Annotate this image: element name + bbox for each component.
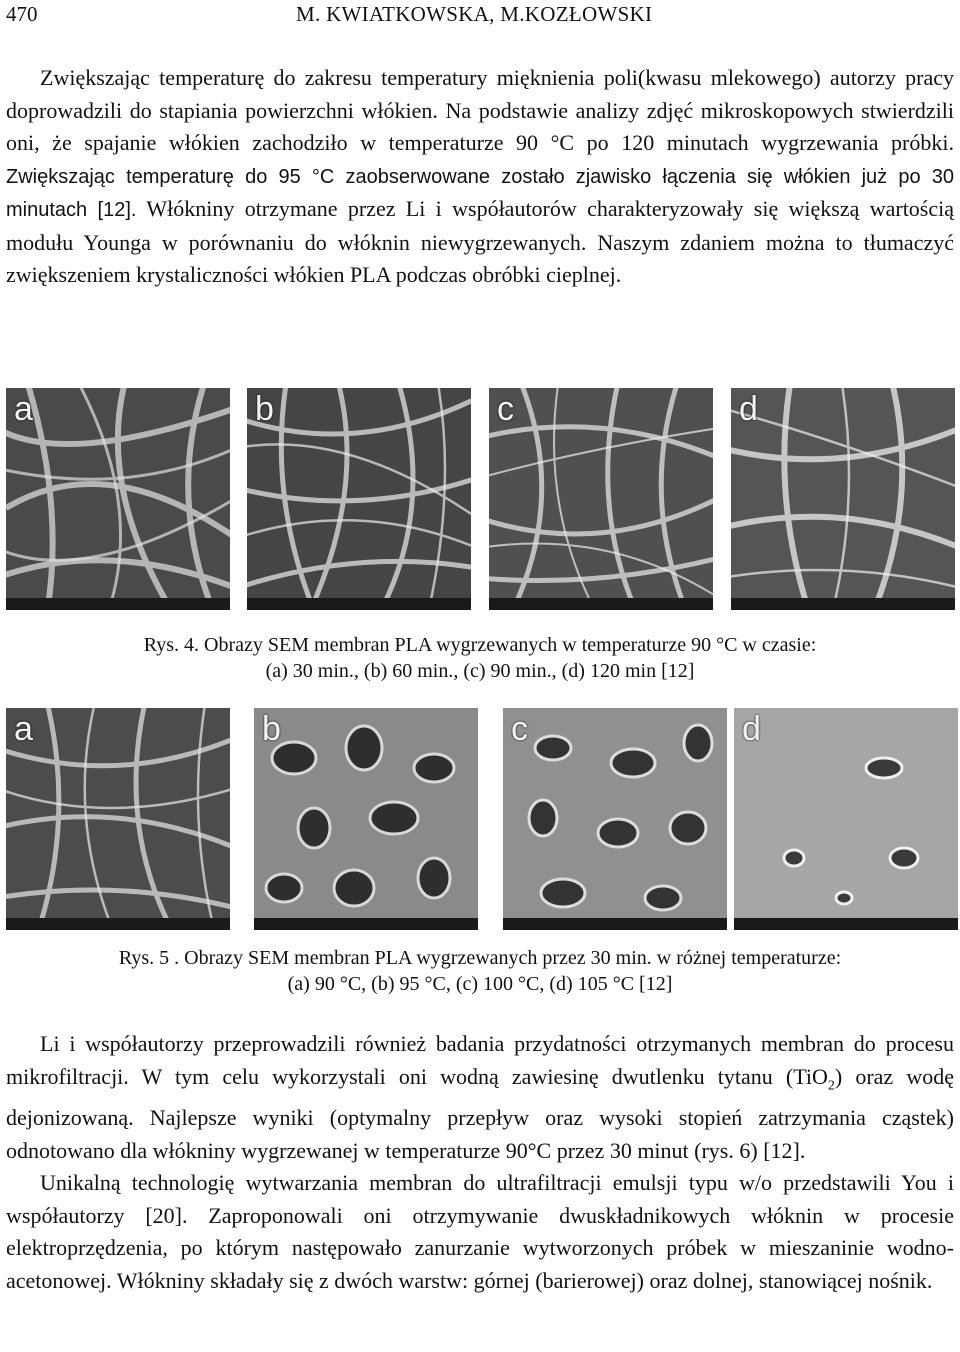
- sem-image-5c: [503, 708, 727, 930]
- sem-film-texture: [734, 708, 958, 930]
- sem-image-4d: [731, 388, 955, 610]
- sem-info-bar: [254, 918, 478, 930]
- panel-label: b: [262, 710, 281, 748]
- paragraph-1: [6, 62, 954, 292]
- sem-info-bar: [6, 598, 230, 610]
- sem-porous-texture: [503, 708, 727, 930]
- paragraph-2: [6, 1028, 954, 1297]
- paragraph-1-part1: Zwiększając temperaturę do zakresu temperatury mięknienia poli(kwasu mlekowego) autorzy pracy doprowadzili do stapiania powierzchni włókien. Na podstawie analizy zdjęć mikroskopowych stwierdzili oni, że spajanie włókien zachodziło w temperaturze 90 °C po 120 minutach wygrzewania próbki.: [6, 65, 954, 155]
- paragraph-2-after-sub: ) oraz wodę dejonizowaną. Najlepsze wyniki (optymalny przepływ oraz wysoki stopień zatrzymania cząstek) odnotowano dla włókniny wygrzewanej w temperaturze 90°C przez 30 minut (rys. 6) [12].: [6, 1063, 954, 1163]
- sem-info-bar: [247, 598, 471, 610]
- paragraph-3: Unikalną technologię wytwarzania membran do ultrafiltracji emulsji typu w/o przedstawili You i współautorzy [20]. Zaproponowali oni otrzymywanie dwuskładnikowych włóknin w procesie elektroprzędzenia, po którym następowało zanurzanie wytworzonych próbek w mieszaninie wodno-acetonowej. Włókniny składały się z dwóch warstw: górnej (barierowej) oraz dolnej, stanowiącej nośnik.: [6, 1170, 954, 1293]
- sem-fibers-texture: [731, 388, 955, 610]
- figure-4-caption: [0, 632, 960, 684]
- sem-fibers-texture: [6, 388, 230, 610]
- paragraph-2-subscript: 2: [827, 1077, 835, 1093]
- sem-info-bar: [6, 918, 230, 930]
- sem-fibers-texture: [489, 388, 713, 610]
- figure-4-caption-line1: Rys. 4. Obrazy SEM membran PLA wygrzewanych w temperaturze 90 °C w czasie:: [143, 634, 817, 656]
- figure-5-caption-line2: (a) 90 °C, (b) 95 °C, (c) 100 °C, (d) 105 °C [12]: [287, 973, 673, 995]
- panel-label: a: [14, 710, 33, 748]
- sem-image-5a: [6, 708, 230, 930]
- sem-info-bar: [503, 918, 727, 930]
- page-header: [6, 0, 954, 28]
- sem-image-5d: [734, 708, 958, 930]
- sem-image-5b: [254, 708, 478, 930]
- sem-fibers-texture: [247, 388, 471, 610]
- running-head-authors: M. KWIATKOWSKA, M.KOZŁOWSKI: [296, 2, 653, 26]
- sem-image-4b: [247, 388, 471, 610]
- sem-image-4c: [489, 388, 713, 610]
- sem-image-4a: [6, 388, 230, 610]
- figure-5-caption: [0, 945, 960, 997]
- figure-5-caption-line1: Rys. 5 . Obrazy SEM membran PLA wygrzewanych przez 30 min. w różnej temperaturze:: [118, 947, 842, 969]
- sem-fibers-texture: [6, 708, 230, 930]
- sem-info-bar: [734, 918, 958, 930]
- page-number: 470: [6, 2, 38, 26]
- paragraph-1-part3: Włókniny otrzymane przez Li i współautorów charakteryzowały się większą wartością modułu Younga w porównaniu do włóknin niewygrzewanych. Naszym zdaniem można to tłumaczyć zwiększeniem krystaliczności włókien PLA podczas obróbki cieplnej.: [6, 196, 955, 287]
- panel-label: c: [497, 390, 514, 428]
- paragraph-1-part2: Zwiększając temperaturę do 95 °C zaobserwowane zostało zjawisko łączenia się włókien już po 30 minutach [12].: [6, 165, 954, 221]
- panel-label: b: [255, 390, 274, 428]
- sem-info-bar: [731, 598, 955, 610]
- panel-label: a: [14, 390, 33, 428]
- sem-info-bar: [489, 598, 713, 610]
- figure-5-images: [0, 708, 960, 938]
- panel-label: d: [739, 390, 758, 428]
- figure-4-caption-line2: (a) 30 min., (b) 60 min., (c) 90 min., (d) 120 min [12]: [265, 660, 695, 682]
- panel-label: d: [742, 710, 761, 748]
- sem-porous-texture: [254, 708, 478, 930]
- paragraph-2-before-sub: Li i współautorzy przeprowadzili również badania przydatności otrzymanych membran do procesu mikrofiltracji. W tym celu wykorzystali oni wodną zawiesinę dwutlenku tytanu (TiO: [6, 1031, 954, 1089]
- panel-label: c: [511, 710, 528, 748]
- figure-4-images: [0, 388, 960, 618]
